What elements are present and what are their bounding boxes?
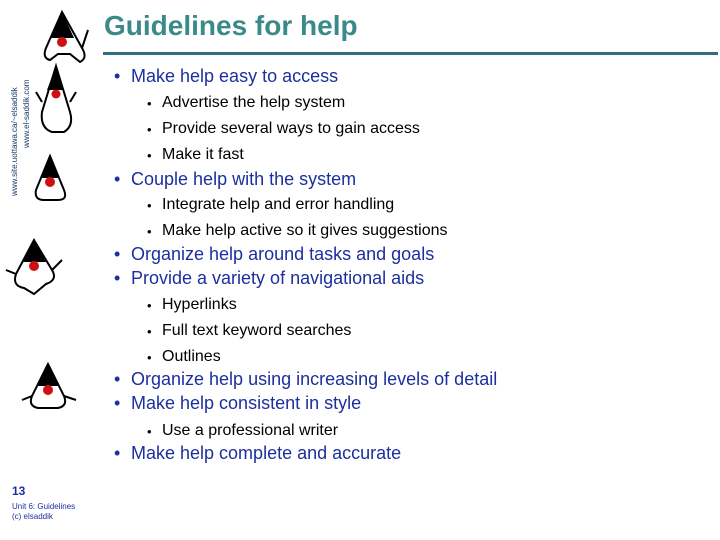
sidebar-url-uottawa: www.site.uottawa.ca/~elsaddik bbox=[10, 87, 19, 196]
bullet-text: Make help easy to access bbox=[131, 66, 339, 86]
bullet-text: Make help complete and accurate bbox=[131, 443, 402, 463]
title-underline bbox=[103, 52, 718, 55]
java-duke-icon bbox=[20, 360, 78, 412]
sub-bullet-text: Provide several ways to gain access bbox=[162, 120, 420, 137]
footer-copyright: (c) elsaddik bbox=[12, 512, 53, 521]
bullet-text: Couple help with the system bbox=[131, 169, 357, 189]
sub-bullet-text: Full text keyword searches bbox=[162, 322, 352, 339]
sidebar-url-elsaddik: www.el-saddik.com bbox=[22, 79, 31, 148]
java-duke-icon bbox=[38, 8, 90, 70]
java-duke-icon bbox=[34, 62, 78, 136]
bullet-text: Organize help around tasks and goals bbox=[131, 244, 435, 264]
sub-bullet-text: Integrate help and error handling bbox=[162, 196, 395, 213]
sub-bullet-text: Advertise the help system bbox=[162, 94, 346, 111]
bullet-text: Make help consistent in style bbox=[131, 393, 362, 413]
sub-bullet-text: Make help active so it gives suggestions bbox=[162, 222, 448, 239]
bullet-text: Organize help using increasing levels of detail bbox=[131, 369, 498, 389]
java-duke-icon bbox=[4, 234, 64, 296]
sub-bullet-text: Outlines bbox=[162, 348, 221, 365]
footer-unit-label: Unit 6: Guidelines bbox=[12, 502, 76, 511]
slide-title: Guidelines for help bbox=[104, 10, 358, 41]
sub-bullet-text: Hyperlinks bbox=[162, 296, 237, 313]
sub-bullet-text: Make it fast bbox=[162, 146, 244, 163]
sub-bullet-text: Use a professional writer bbox=[162, 422, 339, 439]
java-duke-icon bbox=[30, 152, 72, 204]
slide-number: 13 bbox=[12, 484, 26, 498]
bullet-text: Provide a variety of navigational aids bbox=[131, 268, 425, 288]
